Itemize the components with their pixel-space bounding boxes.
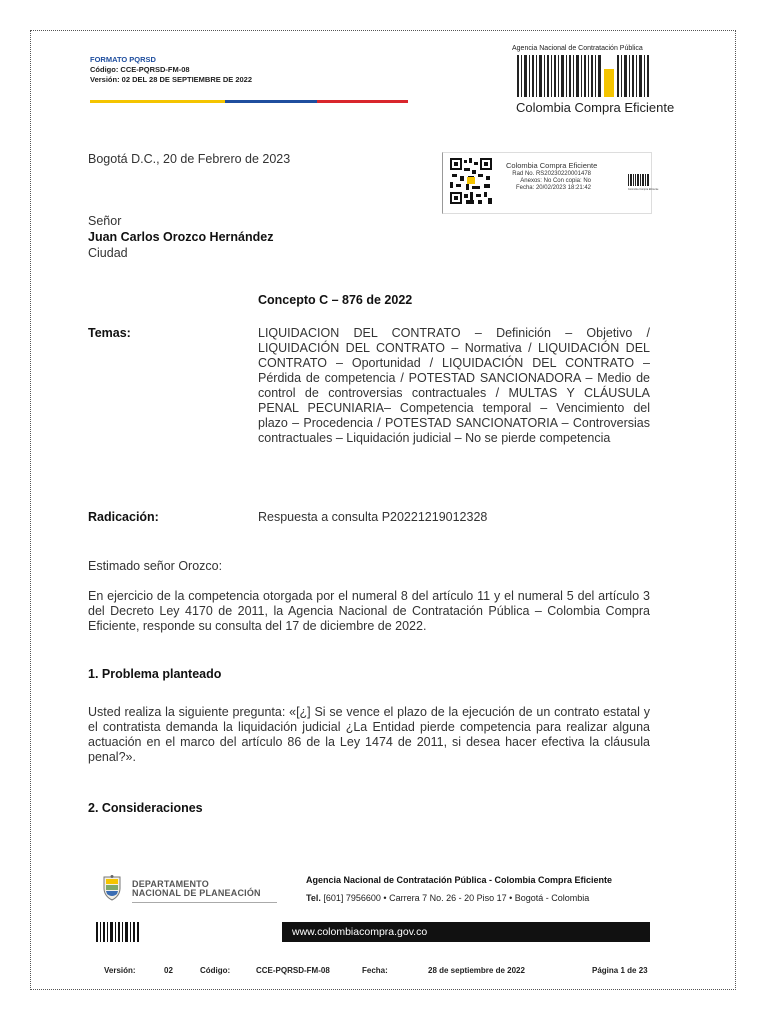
recipient-name: Juan Carlos Orozco Hernández <box>88 230 274 244</box>
section1-paragraph: Usted realiza la siguiente pregunta: «[¿] Si se vence el plazo de la ejecución de un contrato estatal y el contratista demanda la liquidación judicial ¿La Entidad pierde competencia para realizar alguna actuación en el marco del artículo 86 de la Ley 1474 de 2011, si desea hacer efectiva la cláusula penal?». <box>88 705 650 764</box>
format-title: FORMATO PQRSD <box>90 55 156 64</box>
dnp-line2: NACIONAL DE PLANEACIÓN <box>132 888 261 898</box>
footer-date-label: Fecha: <box>362 966 388 975</box>
footer-url-link[interactable]: www.colombiacompra.gov.co <box>292 926 428 938</box>
footer-code-label: Código: <box>200 966 231 975</box>
tricolor-bar <box>90 100 408 103</box>
footer-tel-label: Tel. <box>306 893 321 903</box>
stamp-barcode-caption: Colombia Compra Eficiente <box>628 188 659 191</box>
logo-agency-name: Agencia Nacional de Contratación Pública <box>512 45 643 52</box>
footer-version-value: 02 <box>164 966 173 975</box>
salutation-prefix: Señor <box>88 214 122 228</box>
footer-date-value: 28 de septiembre de 2022 <box>428 966 525 975</box>
concept-title: Concepto C – 876 de 2022 <box>258 293 413 307</box>
dnp-line1: DEPARTAMENTO <box>132 879 209 889</box>
tricolor-yellow <box>90 100 225 103</box>
tricolor-blue <box>225 100 317 103</box>
stamp-rad-no: Rad No. RS20230220001478 <box>512 171 591 177</box>
footer-page-label: Página <box>592 966 619 975</box>
footer-page-info <box>592 966 648 975</box>
footer-code-value: CCE-PQRSD-FM-08 <box>256 966 330 975</box>
tricolor-red <box>317 100 408 103</box>
qr-code-icon <box>450 158 492 204</box>
coat-of-arms-icon <box>100 875 124 901</box>
radicacion-text: Respuesta a consulta P20221219012328 <box>258 510 488 524</box>
greeting: Estimado señor Orozco: <box>88 559 223 573</box>
logo-barcode-icon <box>517 55 649 97</box>
stamp-title: Colombia Compra Eficiente <box>506 161 598 170</box>
footer-barcode-icon <box>96 922 140 942</box>
stamp-barcode-icon <box>628 174 650 186</box>
temas-text: LIQUIDACION DEL CONTRATO – Definición – Objetivo / LIQUIDACIÓN DEL CONTRATO – Normativa / LIQUIDACIÓN DEL CONTRATO – Oportunidad / LIQUIDACIÓN DEL CONTRATO – Pérdida de competencia / POTESTAD SANCIONADORA – Medio de control de controversias contractuales / MULTAS Y CLÁUSULA PENAL PECUNIARIA– Competencia temporal – Vencimiento del plazo – Procedencia / POTESTAD SANCIONATORIA – Controversias contractuales – Liquidación judicial – No se pierde competencia <box>258 326 650 445</box>
footer-agency: Agencia Nacional de Contratación Pública - Colombia Compra Eficiente <box>306 875 613 885</box>
footer-page-current: 1 <box>620 966 625 975</box>
footer-page-of: de <box>627 966 637 975</box>
footer-contact <box>306 893 589 903</box>
footer-page-total: 23 <box>638 966 648 975</box>
footer-version-label: Versión: <box>104 966 136 975</box>
format-version: Versión: 02 DEL 28 DE SEPTIEMBRE DE 2022 <box>90 75 253 84</box>
section1-title: 1. Problema planteado <box>88 667 222 681</box>
format-block <box>90 55 252 85</box>
format-code: Código: CCE-PQRSD-FM-08 <box>90 65 190 74</box>
dnp-divider <box>132 902 277 903</box>
dnp-name <box>132 880 261 898</box>
temas-label: Temas: <box>88 326 131 340</box>
footer-contact-line: [601] 7956600 • Carrera 7 No. 26 - 20 Piso 17 • Bogotá - Colombia <box>323 893 590 903</box>
recipient-city: Ciudad <box>88 246 128 260</box>
section2-title: 2. Consideraciones <box>88 801 203 815</box>
stamp-date: Fecha: 20/02/2023 18:21:42 <box>515 185 591 191</box>
stamp-annexes: Anexos: No Con copia: No <box>520 178 591 184</box>
stamp-text <box>506 162 597 192</box>
intro-paragraph: En ejercicio de la competencia otorgada por el numeral 8 del artículo 11 y el numeral 5 del artículo 3 del Decreto Ley 4170 de 2011, la Agencia Nacional de Contratación Pública – Colombia Compra Eficiente, responde su consulta del 17 de diciembre de 2022. <box>88 589 650 633</box>
place-date: Bogotá D.C., 20 de Febrero de 2023 <box>88 152 291 166</box>
logo-name: Colombia Compra Eficiente <box>516 100 675 115</box>
radicacion-label: Radicación: <box>88 510 159 524</box>
